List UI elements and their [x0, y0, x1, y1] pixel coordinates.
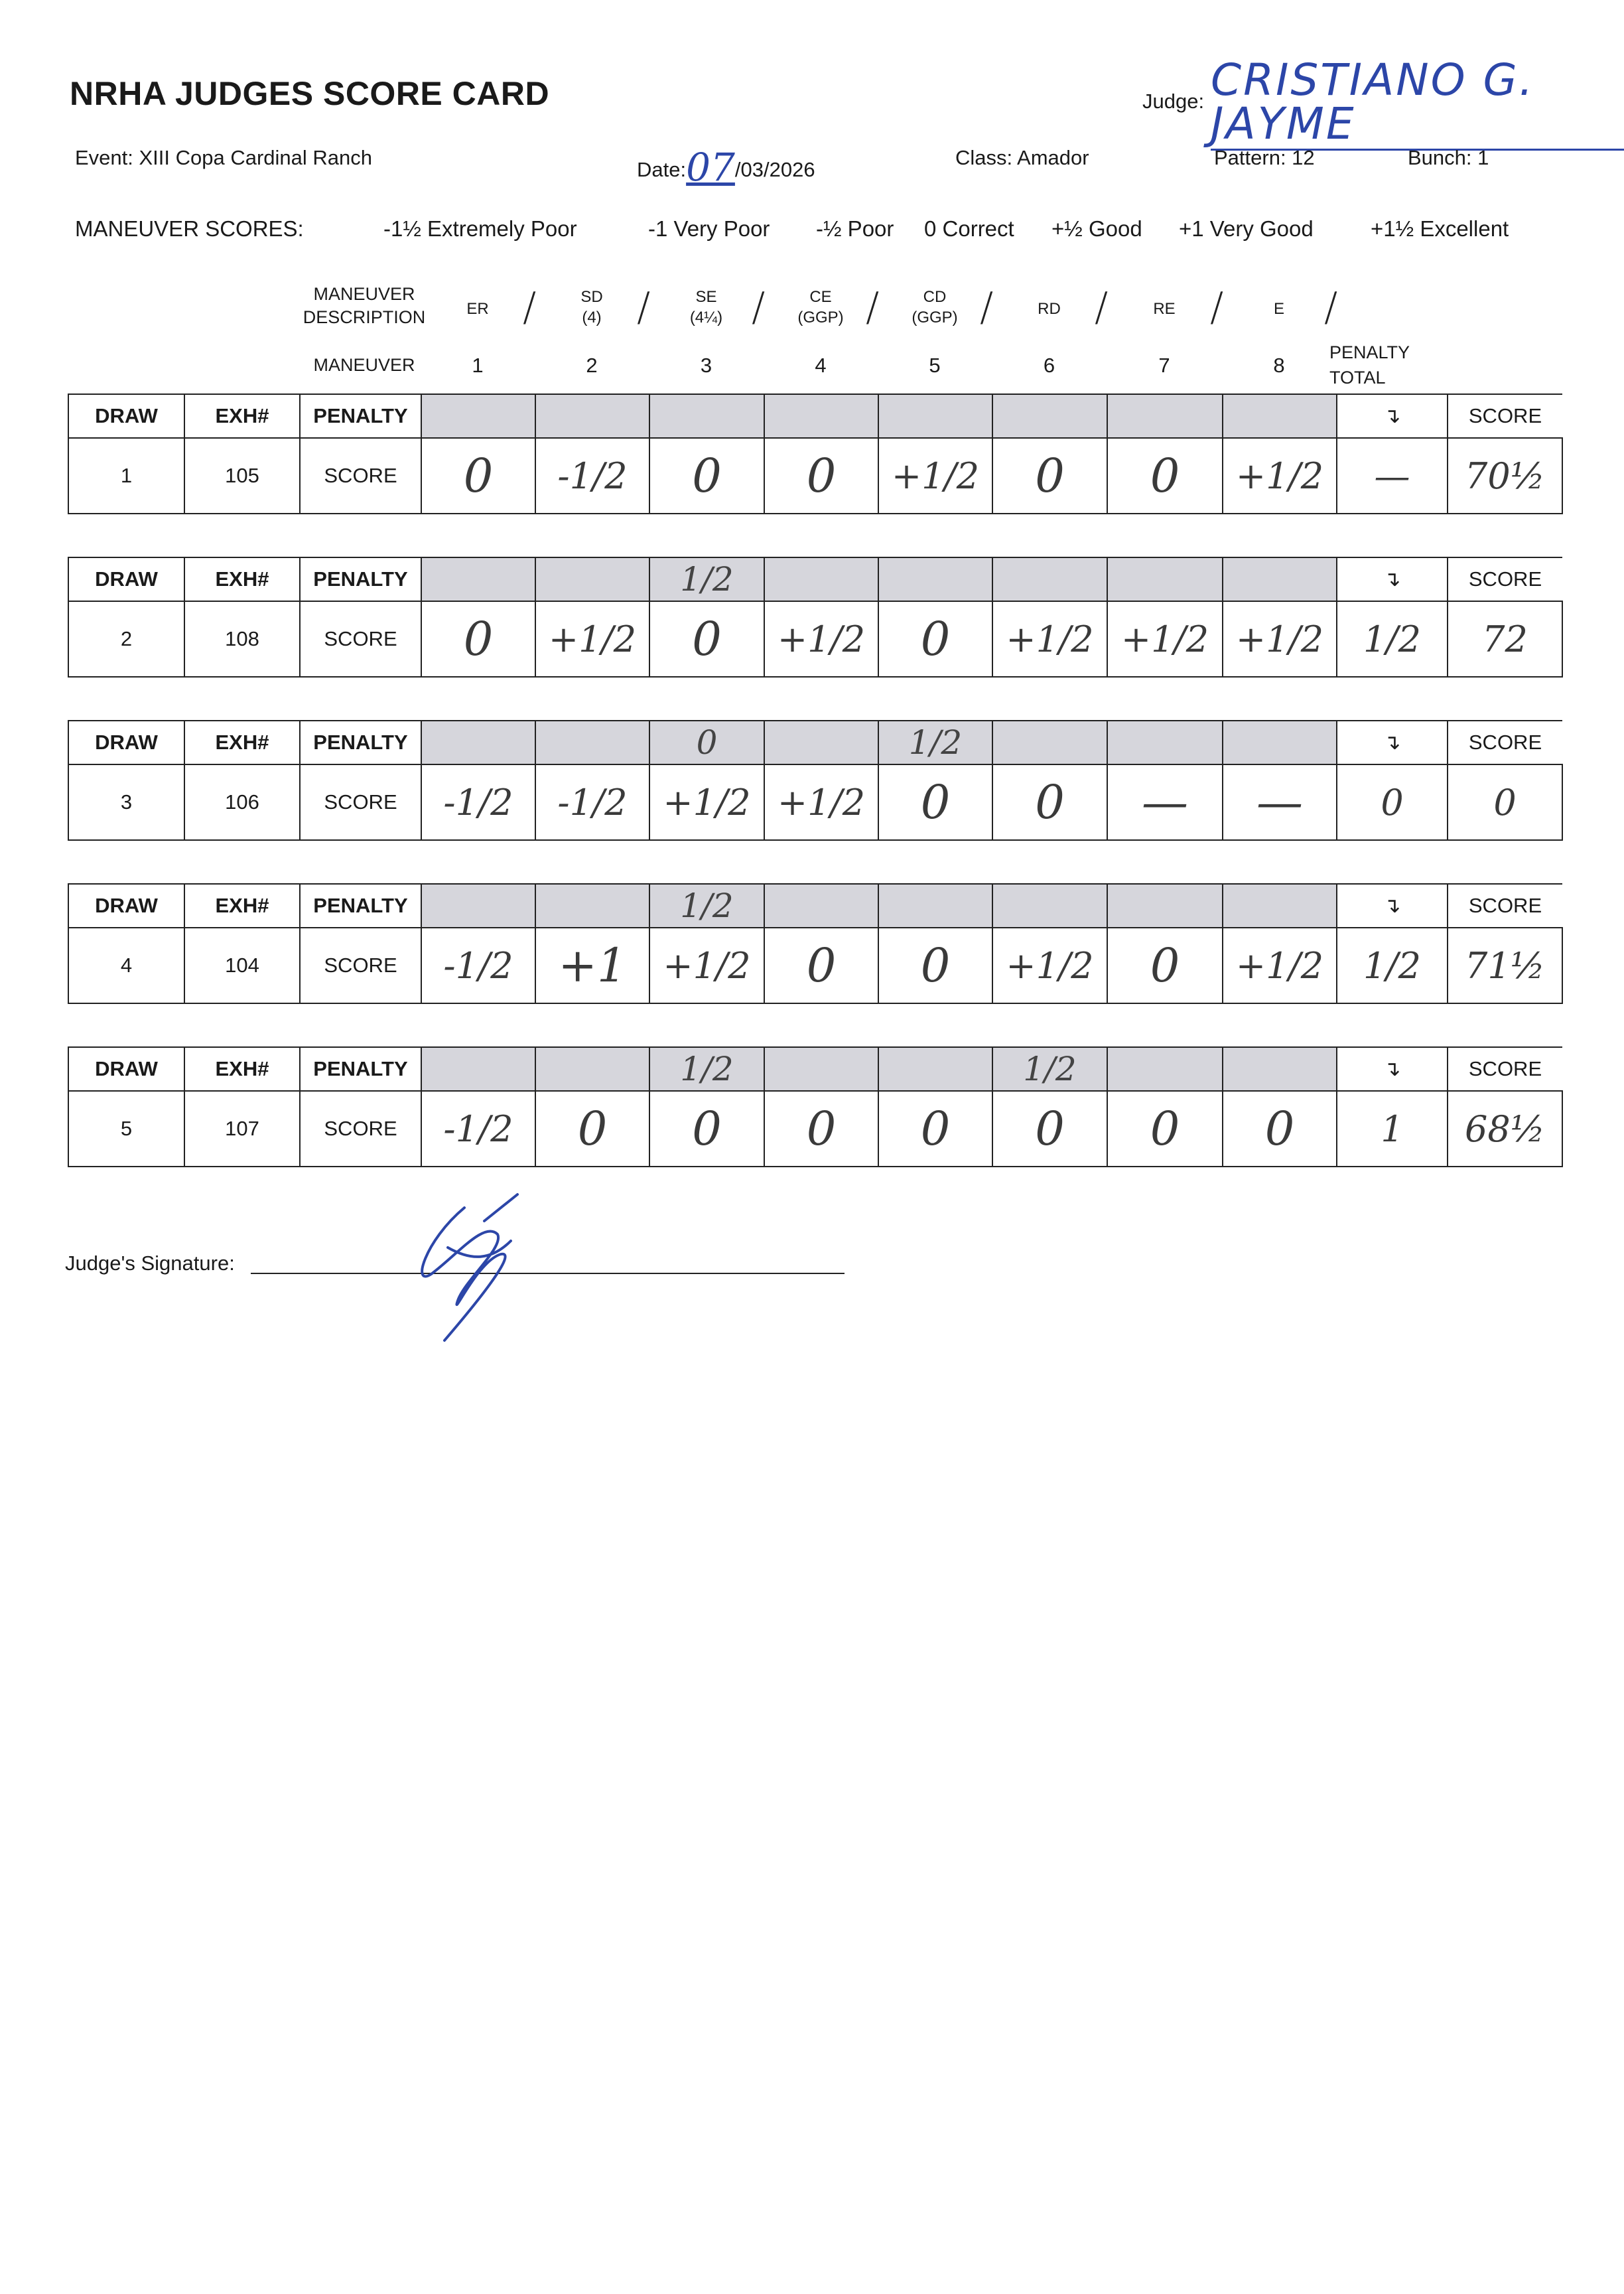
maneuver-score-cell — [878, 928, 992, 1003]
maneuver-score-cell — [421, 928, 535, 1003]
maneuver-description: SE (4¼) — [689, 288, 723, 327]
penalty-cell — [1223, 394, 1337, 438]
date-day: 07 — [686, 145, 735, 190]
bunch-number: Bunch: 1 — [1408, 146, 1489, 169]
maneuver-score-cell — [649, 438, 764, 514]
maneuver-score: 0 — [920, 938, 951, 993]
maneuver-score: 0 — [920, 612, 951, 666]
penalty-total: 1/2 — [1363, 618, 1421, 660]
maneuver-number: 5 — [929, 354, 941, 377]
maneuver-score-cell — [649, 928, 764, 1003]
maneuver-score-cell — [764, 928, 878, 1003]
maneuver-score-cell — [1107, 438, 1223, 514]
penalty-total-cell — [1337, 438, 1448, 514]
maneuver-score: +1/2 — [1120, 618, 1209, 660]
penalty-arrow: ↴ — [1337, 884, 1448, 928]
pattern-number: Pattern: 12 — [1214, 146, 1315, 169]
penalty-header: PENALTY — [300, 884, 421, 928]
penalty-cell — [764, 557, 878, 601]
final-score-cell — [1448, 764, 1562, 840]
penalty-cell — [1223, 721, 1337, 764]
maneuver-score: 0 — [806, 938, 837, 993]
maneuver-number: 7 — [1158, 354, 1170, 377]
penalty-cell — [421, 557, 535, 601]
maneuver-score-cell — [1107, 928, 1223, 1003]
penalty-cell — [878, 557, 992, 601]
judge-label: Judge: — [1142, 90, 1205, 113]
maneuver-description: RD — [1038, 300, 1061, 318]
penalty-cell — [1223, 884, 1337, 928]
scale-item: -½ Poor — [816, 216, 894, 241]
maneuver-score-cell — [535, 601, 649, 677]
penalty-total-cell — [1337, 601, 1448, 677]
score-row-label: SCORE — [300, 438, 421, 514]
judge-name: CRISTIANO G. JAYME — [1211, 58, 1624, 151]
penalty-cell — [1107, 721, 1223, 764]
penalty-value: 1/2 — [908, 723, 963, 762]
draw-table — [68, 394, 1563, 514]
draw-table — [68, 1046, 1563, 1167]
final-score-cell — [1448, 1091, 1562, 1167]
maneuver-score-cell — [764, 601, 878, 677]
judge-signature — [385, 1181, 557, 1347]
maneuver-score: +1/2 — [891, 455, 980, 497]
draw-header: DRAW — [68, 557, 184, 601]
maneuver-score: 0 — [692, 1102, 722, 1156]
maneuver-score: 0 — [920, 775, 951, 829]
penalty-cell — [992, 721, 1107, 764]
maneuver-score: 0 — [1150, 449, 1180, 503]
maneuver-score-cell — [535, 438, 649, 514]
penalty-row — [68, 1047, 1562, 1091]
maneuver-number: 8 — [1273, 354, 1285, 377]
draw-number: 1 — [68, 438, 184, 514]
maneuver-score-cell — [649, 1091, 764, 1167]
penalty-cell — [535, 1047, 649, 1091]
penalty-arrow: ↴ — [1337, 557, 1448, 601]
final-score: 71½ — [1464, 944, 1546, 987]
maneuver-score: 0 — [1150, 938, 1180, 993]
penalty-cell — [535, 557, 649, 601]
penalty-cell — [992, 557, 1107, 601]
draw-header: DRAW — [68, 1047, 184, 1091]
maneuver-score-cell — [1107, 1091, 1223, 1167]
penalty-cell — [992, 884, 1107, 928]
penalty-total: 1 — [1381, 1108, 1404, 1150]
score-header: SCORE — [1448, 884, 1562, 928]
penalty-value: 1/2 — [680, 560, 734, 599]
scale-item: +½ Good — [1051, 216, 1142, 241]
penalty-total: 1/2 — [1363, 944, 1421, 987]
penalty-cell — [1107, 1047, 1223, 1091]
maneuver-description: RE — [1153, 300, 1176, 318]
scale-item: +1½ Excellent — [1371, 216, 1509, 241]
maneuver-score-cell — [878, 601, 992, 677]
draw-table — [68, 720, 1563, 841]
maneuver-score-cell — [992, 1091, 1107, 1167]
maneuver-score-cell — [992, 601, 1107, 677]
penalty-cell — [421, 884, 535, 928]
draw-table — [68, 557, 1563, 678]
maneuver-score: +1/2 — [663, 781, 751, 824]
penalty-total-label: PENALTY TOTAL — [1329, 342, 1410, 388]
description-divider: / — [752, 284, 766, 330]
maneuver-score-cell — [992, 928, 1107, 1003]
final-score: 0 — [1493, 781, 1517, 824]
penalty-value: 1/2 — [680, 887, 734, 925]
scale-item: -1 Very Poor — [648, 216, 770, 241]
exhibitor-number: 108 — [184, 601, 300, 677]
draw-number: 5 — [68, 1091, 184, 1167]
draw-header: DRAW — [68, 884, 184, 928]
score-header: SCORE — [1448, 1047, 1562, 1091]
maneuver-scores-label: MANEUVER SCORES: — [75, 216, 304, 241]
penalty-value: 1/2 — [1023, 1050, 1077, 1088]
maneuver-score-cell — [764, 1091, 878, 1167]
penalty-value: 0 — [696, 723, 718, 762]
penalty-cell — [421, 394, 535, 438]
maneuver-score: — — [1142, 775, 1188, 829]
draw-number: 3 — [68, 764, 184, 840]
penalty-cell — [421, 721, 535, 764]
maneuver-score: -1/2 — [443, 1108, 513, 1150]
maneuver-score: 0 — [806, 1102, 837, 1156]
maneuver-score: -1/2 — [443, 781, 513, 824]
description-divider: / — [1324, 284, 1338, 330]
penalty-cell — [649, 721, 764, 764]
event-name: Event: XIII Copa Cardinal Ranch — [75, 146, 373, 169]
penalty-cell — [1107, 394, 1223, 438]
penalty-cell — [764, 1047, 878, 1091]
maneuver-score: 0 — [920, 1102, 951, 1156]
score-row-label: SCORE — [300, 928, 421, 1003]
maneuver-description: CD (GGP) — [912, 288, 958, 327]
maneuver-score-cell — [535, 1091, 649, 1167]
maneuver-score-cell — [878, 438, 992, 514]
maneuver-score-cell — [992, 438, 1107, 514]
penalty-cell — [649, 884, 764, 928]
penalty-header: PENALTY — [300, 557, 421, 601]
class-name: Class: Amador — [955, 146, 1089, 169]
draw-table — [68, 883, 1563, 1004]
penalty-total-cell — [1337, 1091, 1448, 1167]
maneuver-score: +1/2 — [1006, 944, 1094, 987]
description-divider: / — [866, 284, 880, 330]
exh-header: EXH# — [184, 721, 300, 764]
exhibitor-number: 106 — [184, 764, 300, 840]
maneuver-score-cell — [1107, 601, 1223, 677]
maneuver-number: 3 — [700, 354, 712, 377]
maneuver-score-cell — [535, 928, 649, 1003]
maneuver-score-cell — [535, 764, 649, 840]
maneuver-description: E — [1273, 300, 1284, 318]
penalty-total-cell — [1337, 928, 1448, 1003]
maneuver-number-label: MANEUVER — [313, 355, 415, 375]
maneuver-score-cell — [1223, 601, 1337, 677]
penalty-cell — [1223, 557, 1337, 601]
maneuver-score: +1/2 — [777, 781, 866, 824]
penalty-arrow: ↴ — [1337, 721, 1448, 764]
maneuver-score-cell — [1223, 438, 1337, 514]
maneuver-number: 4 — [815, 354, 827, 377]
score-header: SCORE — [1448, 557, 1562, 601]
penalty-cell — [764, 884, 878, 928]
draw-number: 4 — [68, 928, 184, 1003]
maneuver-score: 0 — [1264, 1102, 1295, 1156]
score-row — [68, 438, 1562, 514]
penalty-cell — [421, 1047, 535, 1091]
penalty-header: PENALTY — [300, 1047, 421, 1091]
penalty-header: PENALTY — [300, 721, 421, 764]
maneuver-number: 6 — [1043, 354, 1055, 377]
maneuver-score: +1/2 — [1235, 944, 1324, 987]
exh-header: EXH# — [184, 557, 300, 601]
score-header: SCORE — [1448, 721, 1562, 764]
penalty-row — [68, 721, 1562, 764]
maneuver-number: 2 — [586, 354, 598, 377]
maneuver-score-cell — [421, 601, 535, 677]
maneuver-score: 0 — [463, 449, 494, 503]
score-row — [68, 601, 1562, 677]
exh-header: EXH# — [184, 1047, 300, 1091]
maneuver-score: +1/2 — [1235, 455, 1324, 497]
description-divider: / — [637, 284, 651, 330]
maneuver-number: 1 — [472, 354, 484, 377]
maneuver-score: 0 — [692, 612, 722, 666]
penalty-cell — [1107, 884, 1223, 928]
penalty-arrow: ↴ — [1337, 394, 1448, 438]
penalty-row — [68, 557, 1562, 601]
score-row — [68, 928, 1562, 1003]
draw-header: DRAW — [68, 394, 184, 438]
penalty-cell — [649, 394, 764, 438]
maneuver-score: 0 — [1035, 775, 1065, 829]
penalty-cell — [992, 394, 1107, 438]
maneuver-score: -1/2 — [557, 781, 628, 824]
penalty-cell — [649, 1047, 764, 1091]
penalty-header: PENALTY — [300, 394, 421, 438]
maneuver-score: +1/2 — [1006, 618, 1094, 660]
maneuver-score: 0 — [1035, 449, 1065, 503]
maneuver-score: 0 — [1150, 1102, 1180, 1156]
draw-header: DRAW — [68, 721, 184, 764]
penalty-arrow: ↴ — [1337, 1047, 1448, 1091]
card-title: NRHA JUDGES SCORE CARD — [70, 75, 550, 112]
maneuver-score-cell — [1223, 928, 1337, 1003]
score-row — [68, 764, 1562, 840]
penalty-total: — — [1374, 455, 1410, 497]
maneuver-score: 0 — [1035, 1102, 1065, 1156]
maneuver-score-cell — [421, 1091, 535, 1167]
maneuver-score: 0 — [463, 612, 494, 666]
penalty-cell — [649, 557, 764, 601]
maneuver-score: -1/2 — [443, 944, 513, 987]
maneuver-score-cell — [764, 438, 878, 514]
maneuver-description: ER — [466, 300, 489, 318]
maneuver-description: CE (GGP) — [797, 288, 844, 327]
signature-label: Judge's Signature: — [65, 1252, 235, 1275]
score-row-label: SCORE — [300, 764, 421, 840]
maneuver-score: — — [1256, 775, 1303, 829]
final-score-cell — [1448, 601, 1562, 677]
maneuver-score-cell — [1107, 764, 1223, 840]
penalty-cell — [878, 884, 992, 928]
maneuver-score: 0 — [692, 449, 722, 503]
exh-header: EXH# — [184, 394, 300, 438]
penalty-cell — [535, 884, 649, 928]
maneuver-score: +1/2 — [548, 618, 637, 660]
penalty-cell — [535, 394, 649, 438]
penalty-cell — [878, 394, 992, 438]
maneuver-score: +1/2 — [777, 618, 866, 660]
date-rest: /03/2026 — [734, 158, 815, 181]
maneuver-description-label: MANEUVER DESCRIPTION — [303, 284, 426, 328]
penalty-cell — [1223, 1047, 1337, 1091]
exhibitor-number: 107 — [184, 1091, 300, 1167]
penalty-total: 0 — [1381, 781, 1404, 824]
score-row-label: SCORE — [300, 1091, 421, 1167]
score-row — [68, 1091, 1562, 1167]
final-score: 72 — [1482, 618, 1528, 660]
maneuver-score: +1 — [558, 938, 627, 993]
maneuver-description: SD (4) — [580, 288, 603, 327]
maneuver-score: +1/2 — [1235, 618, 1324, 660]
maneuver-score-cell — [421, 764, 535, 840]
final-score: 68½ — [1464, 1108, 1546, 1150]
final-score-cell — [1448, 438, 1562, 514]
maneuver-score-cell — [421, 438, 535, 514]
exhibitor-number: 105 — [184, 438, 300, 514]
score-row-label: SCORE — [300, 601, 421, 677]
penalty-cell — [878, 721, 992, 764]
scale-item: 0 Correct — [924, 216, 1014, 241]
description-divider: / — [980, 284, 994, 330]
maneuver-score: 0 — [806, 449, 837, 503]
penalty-row — [68, 394, 1562, 438]
draw-number: 2 — [68, 601, 184, 677]
maneuver-score-cell — [1223, 764, 1337, 840]
description-divider: / — [1210, 284, 1224, 330]
penalty-cell — [878, 1047, 992, 1091]
maneuver-score-cell — [878, 764, 992, 840]
maneuver-score-cell — [992, 764, 1107, 840]
event-date — [637, 141, 815, 190]
maneuver-score-cell — [649, 764, 764, 840]
scale-item: +1 Very Good — [1179, 216, 1314, 241]
maneuver-score: -1/2 — [557, 455, 628, 497]
maneuver-score: +1/2 — [663, 944, 751, 987]
penalty-cell — [992, 1047, 1107, 1091]
scale-item: -1½ Extremely Poor — [383, 216, 577, 241]
penalty-cell — [1107, 557, 1223, 601]
penalty-value: 1/2 — [680, 1050, 734, 1088]
exhibitor-number: 104 — [184, 928, 300, 1003]
penalty-total-cell — [1337, 764, 1448, 840]
penalty-row — [68, 884, 1562, 928]
penalty-cell — [535, 721, 649, 764]
final-score-cell — [1448, 928, 1562, 1003]
date-label: Date: — [637, 158, 687, 181]
final-score: 70½ — [1464, 455, 1546, 497]
exh-header: EXH# — [184, 884, 300, 928]
score-header: SCORE — [1448, 394, 1562, 438]
maneuver-score-cell — [1223, 1091, 1337, 1167]
maneuver-score-cell — [649, 601, 764, 677]
maneuver-score: 0 — [577, 1102, 608, 1156]
maneuver-score-cell — [764, 764, 878, 840]
penalty-cell — [764, 394, 878, 438]
description-divider: / — [1095, 284, 1109, 330]
maneuver-score-cell — [878, 1091, 992, 1167]
description-divider: / — [523, 284, 537, 330]
penalty-cell — [764, 721, 878, 764]
